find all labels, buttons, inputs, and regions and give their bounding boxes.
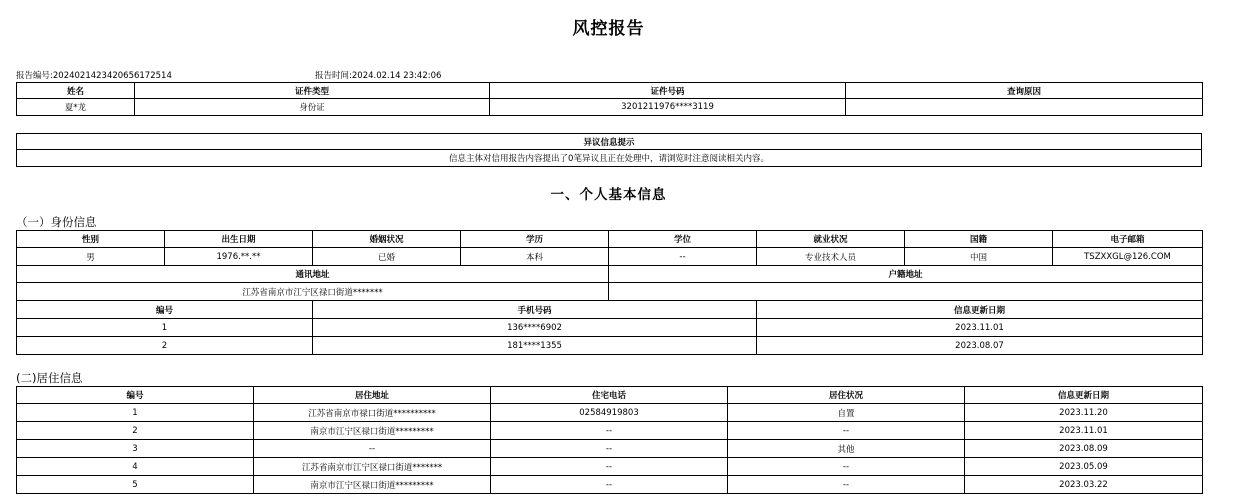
residence-phone: -- [491, 422, 728, 440]
residence-phone: -- [491, 458, 728, 476]
report-time [315, 69, 441, 81]
residence-header-address: 居住地址 [254, 387, 491, 404]
residence-row [17, 404, 1203, 422]
subject-header-query-reason: 查询原因 [846, 83, 1203, 99]
section-personal-info-title: 一、个人基本信息 [550, 187, 667, 203]
residence-status: 其他 [728, 440, 965, 458]
phone-mobile: 136****6902 [313, 319, 757, 337]
residence-phone: -- [491, 476, 728, 494]
residence-updated: 2023.11.01 [965, 422, 1203, 440]
phone-row [17, 319, 1203, 337]
identity-row [17, 248, 1203, 266]
identity-degree: -- [609, 248, 757, 266]
address-header: 通讯地址 [17, 266, 609, 283]
residence-status: -- [728, 422, 965, 440]
identity-header-nationality: 国籍 [905, 231, 1053, 248]
dispute-table [16, 133, 1202, 167]
phone-updated: 2023.08.07 [757, 337, 1203, 355]
identity-marital: 已婚 [313, 248, 461, 266]
phone-index: 1 [17, 319, 313, 337]
residence-updated: 2023.11.20 [965, 404, 1203, 422]
identity-gender: 男 [17, 248, 165, 266]
phone-table [16, 300, 1203, 355]
identity-birth: 1976.**.** [165, 248, 313, 266]
residence-status: 自置 [728, 404, 965, 422]
residence-updated: 2023.08.09 [965, 440, 1203, 458]
residence-row [17, 422, 1203, 440]
identity-header-birth: 出生日期 [165, 231, 313, 248]
residence-row [17, 476, 1203, 494]
phone-updated: 2023.11.01 [757, 319, 1203, 337]
subject-id-type: 身份证 [135, 99, 490, 116]
phone-header-mobile: 手机号码 [313, 301, 757, 319]
residence-updated: 2023.03.22 [965, 476, 1203, 494]
phone-header-row [17, 301, 1203, 319]
dispute-text-row [17, 150, 1202, 167]
residence-row [17, 458, 1203, 476]
report-number-label: 报告编号: [16, 71, 53, 81]
residence-header-phone: 住宅电话 [491, 387, 728, 404]
phone-mobile: 181****1355 [313, 337, 757, 355]
residence-address: 江苏省南京市禄口街道********** [254, 404, 491, 422]
subject-header-row [17, 83, 1203, 99]
hukou-value [609, 283, 1203, 301]
report-number [16, 69, 172, 81]
subject-header-id-type: 证件类型 [135, 83, 490, 99]
residence-status: -- [728, 476, 965, 494]
identity-email: TSZXXGL@126.COM [1053, 248, 1203, 266]
subject-header-name: 姓名 [17, 83, 135, 99]
report-number-value: 20240214234206561725​14 [52, 71, 172, 81]
residence-header-row [17, 387, 1203, 404]
address-row [17, 283, 1203, 301]
residence-updated: 2023.05.09 [965, 458, 1203, 476]
residence-address: 江苏省南京市江宁区禄口街道******* [254, 458, 491, 476]
subject-name: 夏*龙 [17, 99, 135, 116]
residence-phone: -- [491, 440, 728, 458]
residence-header-number: 编号 [17, 387, 254, 404]
residence-address: -- [254, 440, 491, 458]
residence-index: 3 [17, 440, 254, 458]
phone-row [17, 337, 1203, 355]
subject-query-reason [846, 99, 1203, 116]
report-time-value: 2024.02.14 23:42:06 [351, 71, 442, 81]
identity-header-email: 电子邮箱 [1053, 231, 1203, 248]
identity-nationality: 中国 [905, 248, 1053, 266]
identity-table [16, 230, 1203, 301]
phone-header-number: 编号 [17, 301, 313, 319]
address-header-row [17, 266, 1203, 283]
phone-header-updated: 信息更新日期 [757, 301, 1203, 319]
residence-row [17, 440, 1203, 458]
residence-index: 5 [17, 476, 254, 494]
address-value: 江苏省南京市江宁区禄口街道******* [17, 283, 609, 301]
identity-info-title: （一）身份信息 [16, 215, 97, 229]
identity-header-employment: 就业状况 [757, 231, 905, 248]
residence-header-status: 居住状况 [728, 387, 965, 404]
dispute-text: 信息主体对信用报告内容提出了0笔异议且正在处理中，请浏览时注意阅读相关内容。 [17, 150, 1202, 167]
phone-index: 2 [17, 337, 313, 355]
residence-index: 2 [17, 422, 254, 440]
identity-header-education: 学历 [461, 231, 609, 248]
identity-header-marital: 婚姻状况 [313, 231, 461, 248]
residence-info-title: (二)居住信息 [16, 371, 83, 385]
identity-header-gender: 性别 [17, 231, 165, 248]
residence-address: 南京市江宁区禄口街道********* [254, 476, 491, 494]
identity-employment: 专业技术人员 [757, 248, 905, 266]
subject-row [17, 99, 1203, 116]
subject-table [16, 82, 1203, 116]
identity-header-degree: 学位 [609, 231, 757, 248]
subject-id-number: 3201211976****3119 [490, 99, 846, 116]
report-title: 风控报告 [572, 19, 645, 39]
residence-header-updated: 信息更新日期 [965, 387, 1203, 404]
identity-education: 本科 [461, 248, 609, 266]
dispute-header-row [17, 134, 1202, 150]
residence-index: 1 [17, 404, 254, 422]
subject-header-id-number: 证件号码 [490, 83, 846, 99]
hukou-header: 户籍地址 [609, 266, 1203, 283]
residence-phone: 02584919803 [491, 404, 728, 422]
dispute-header: 异议信息提示 [17, 134, 1202, 150]
residence-address: 南京市江宁区禄口街道********* [254, 422, 491, 440]
residence-index: 4 [17, 458, 254, 476]
residence-status: -- [728, 458, 965, 476]
residence-table [16, 386, 1203, 494]
identity-header-row [17, 231, 1203, 248]
report-time-label: 报告时间: [315, 71, 352, 81]
